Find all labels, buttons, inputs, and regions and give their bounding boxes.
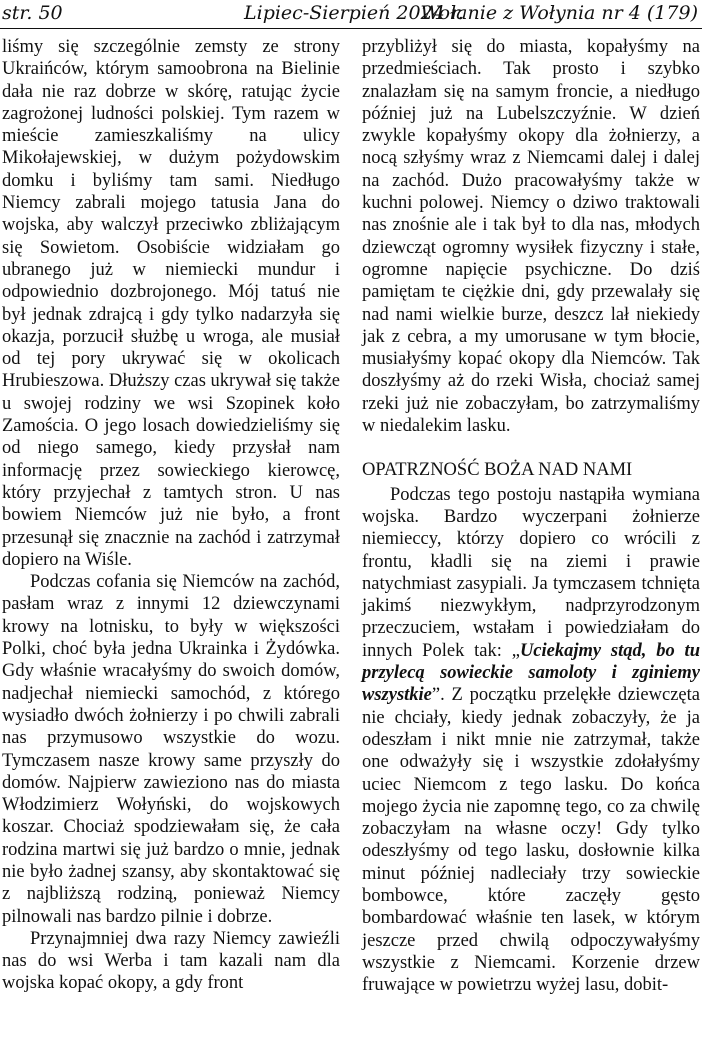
quote-emphasis: Uciekajmy stąd, bo tu przylecą sowieckie samoloty i zginiemy wszystkie [362,640,700,706]
paragraph: liśmy się szczególnie zemsty ze strony Ukraińców, którym samoobrona na Bielinie dała nie raz dobrze w skórę, ratując życie zagrożonej ludności polskiej. Tym razem w mieście zamieszkaliśmy na ulicy Mikołajewskiej, w dużym pożydowskim domku i byliśmy tam sami. Niedługo Niemcy zabrali mojego tatusia Jana do wojska, aby walczył przeciwko zbliżającym się Sowietom. Osobiście widziałam go ubranego już w niemiecki mundur i odpowiednio dozbrojonego. Mój tatuś nie był jednak zdrajcą i gdy tylko nadarzyła się okazja, porzucił służbę u wroga, ale musiał od tej pory ukrywać się w okolicach Hrubieszowa. Dłuższy czas ukrywał się także u swojej rodziny we wsi Szopinek koło Zamościa. O jego losach dowiedzieliśmy się od niego samego, kiedy przysłał nam informację przez sowieckiego kierowcę, który przyjechał z tamtych stron. U nas bowiem Niemców już nie było, a front przesunął się znacznie na zachód i zatrzymał dopiero na Wiśle. [2,37,341,570]
paragraph-text: Podczas tego postoju nastąpiła wymiana wojska. Bardzo wyczerpani żołnierze niemieccy, którzy dopiero co wrócili z frontu, kładli się na ziemi i prawie natychmiast zasypiali. Ja tymczasem tchnięta jakimś niezwykłym, nadprzyrodzonym przeczuciem, wstałam i powiedziałam do innych Polek tak: „ [362,484,700,661]
publication-title: Wołanie z Wołynia nr 4 (179) [420,2,698,24]
paragraph: Przynajmniej dwa razy Niemcy zawieźli nas do wsi Werba i tam kazali nam dla wojska kopać okopy, a gdy front [2,928,340,994]
paragraph [362,484,700,997]
left-column [2,36,340,995]
page-number: str. 50 [2,2,63,24]
right-column [362,36,700,996]
page-header [0,0,702,28]
section-heading: OPATRZNOŚĆ BOŻA NAD NAMI [362,460,633,481]
issue-date: Lipiec-Sierpień 2024 r. [244,2,464,24]
paragraph: przybliżył się do miasta, kopałyśmy na przedmieściach. Tak prosto i szybko znalazłam się na samym froncie, a niedługo później już na Lubelszczyźnie. W dzień zwykle kopałyśmy okopy dla żołnierzy, a nocą szłyśmy wraz z Niemcami dalej i dalej na zachód. Dużo pracowałyśmy także w kuchni polowej. Niemcy o dziwo traktowali nas znośnie ale i tak był to dla nas, młodych dziewcząt ogromny wysiłek fizyczny i stałe, ogromne napięcie psychiczne. Do dziś pamiętam te ciężkie dni, gdy przewalały się nad nami wielkie burze, deszcz lał niekiedy jak z cebra, a my umorusane w tym błocie, musiałyśmy kopać okopy dla Niemców. Tak doszłyśmy aż do rzeki Wisła, chociaż samej rzeki już nie zobaczyłam, bo zatrzymaliśmy w niedalekim lasku. [362,37,700,437]
paragraph: Podczas cofania się Niemców na zachód, pasłam wraz z innymi 12 dziewczynami krowy na lotnisku, to były w większości Polki, choć była jedna Ukrainka i Żydówka. Gdy właśnie wracałyśmy do swoich domów, nadjechał niemiecki samochód, z którego wysiadło dwóch żołnierzy i po chwili zabrali nas przymusowo wszystkie do wozu. Tymczasem nasze krowy same przyszły do domów. Najpierw zawieziono nas do miasta Włodzimierz Wołyński, do wojskowych koszar. Chociaż spodziewałam się, że cała rodzina martwi się już bardzo o mnie, jednak nie było żadnej szansy, aby skontaktować się z najbliższą rodziną, ponieważ Niemcy pilnowali nas bardzo pilnie i dobrze. [2,572,340,927]
paragraph-text: ”. Z początku przelękłe dziewczęta nie chciały, kiedy jednak zobaczyły, że ja odeszłam i nikt mnie nie zatrzymał, także one odważyły się i wszystkie zdołałyśmy uciec Niemcom z tego lasku. Do końca mojego życia nie zapomnę tego, co za chwilę zobaczyłam na własne oczy! Gdy tylko odeszłyśmy od tego lasku, dosłownie kilka minut później nadleciały trzy sowieckie bombowce, które zaczęły gęsto bombardować właśnie ten lasek, w którym jeszcze przed chwilą odpoczywałyśmy wszystkie z Niemcami. Korzenie drzew fruwające w powietrzu wyżej lasu, dobit- [362,685,700,996]
header-divider [0,28,702,29]
